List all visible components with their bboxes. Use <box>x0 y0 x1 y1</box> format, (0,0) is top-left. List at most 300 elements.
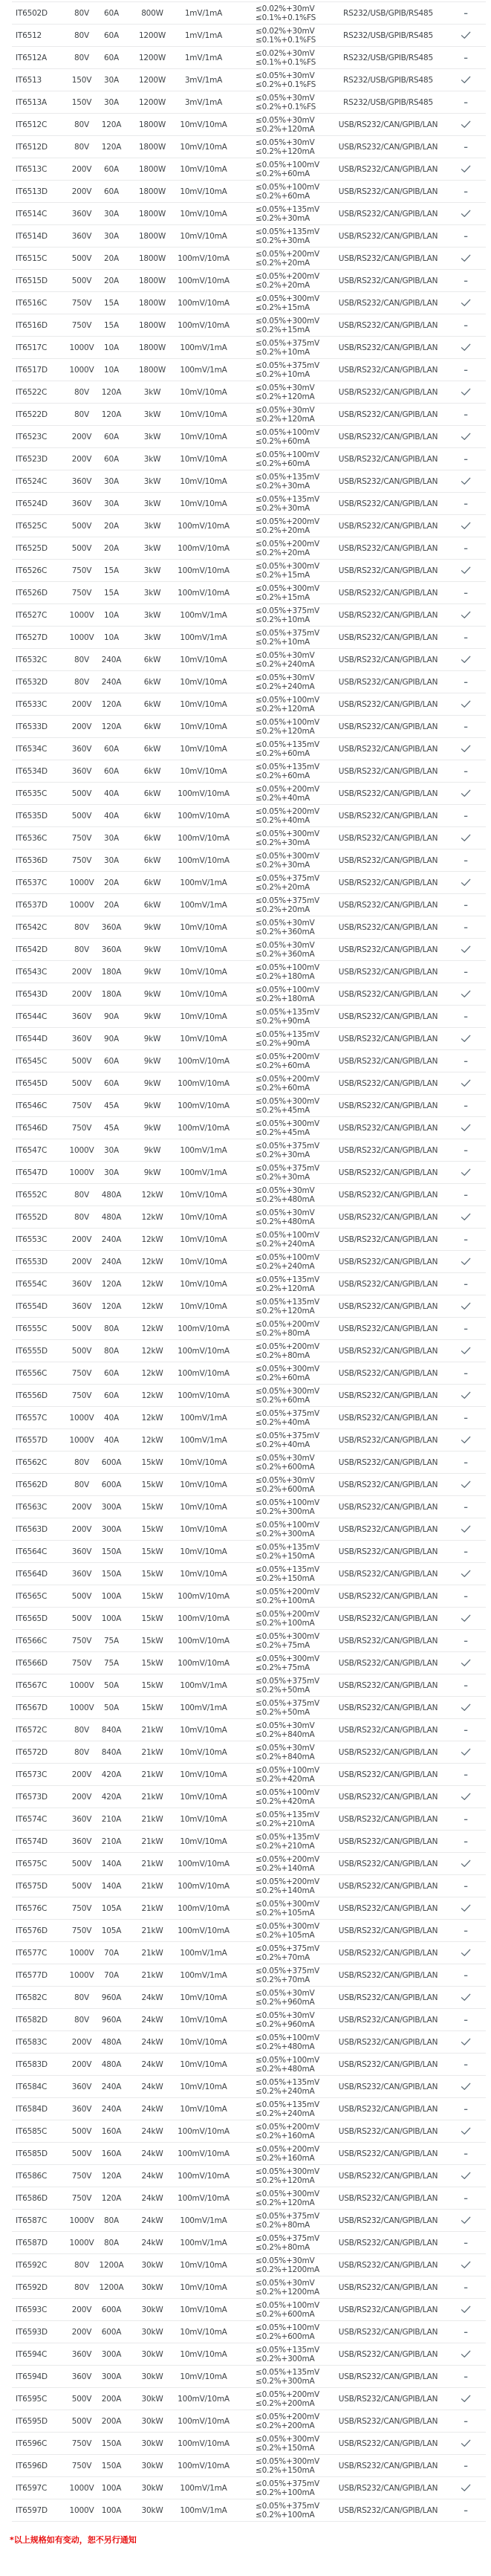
accuracy-voltage: ≤0.05%+300mV <box>256 1899 320 1909</box>
accuracy-cell <box>230 138 331 156</box>
interfaces-cell: USB/RS232/CAN/GPIB/LAN <box>338 2305 438 2314</box>
accuracy-cell <box>230 1632 331 1650</box>
current-cell: 420A <box>101 1792 122 1802</box>
model-cell: IT6573C <box>16 1770 48 1779</box>
accuracy-current: ≤0.2%+100mA <box>256 2488 315 2497</box>
model-cell: IT6577D <box>16 1970 48 1980</box>
current-cell: 240A <box>101 1234 122 1244</box>
power-cell: 21kW <box>141 1903 163 1913</box>
power-cell: 24kW <box>141 2059 163 2069</box>
current-cell: 60A <box>104 30 119 40</box>
check-icon <box>461 1748 471 1756</box>
power-cell: 15kW <box>141 1524 163 1534</box>
current-cell: 300A <box>101 1524 122 1534</box>
table-row <box>12 1831 486 1853</box>
table-row <box>12 1630 486 1652</box>
resolution-cell: 10mV/10mA <box>180 1234 227 1244</box>
accuracy-cell <box>230 2256 331 2274</box>
table-row <box>12 1697 486 1719</box>
accuracy-cell <box>230 651 331 669</box>
dash-icon: – <box>464 1413 468 1423</box>
model-cell: IT6524C <box>16 476 48 486</box>
accuracy-current: ≤0.2%+40mA <box>256 1440 310 1449</box>
model-cell: IT6573D <box>16 1792 48 1802</box>
accuracy-current: ≤0.2%+300mA <box>256 1529 315 1538</box>
mark-cell <box>446 633 486 642</box>
dash-icon: – <box>464 1145 468 1155</box>
accuracy-cell <box>230 763 331 780</box>
voltage-cell: 750V <box>71 588 92 598</box>
interfaces-cell: USB/RS232/CAN/GPIB/LAN <box>338 2193 438 2203</box>
interfaces-cell: USB/RS232/CAN/GPIB/LAN <box>338 231 438 241</box>
accuracy-cell <box>230 1744 331 1761</box>
interfaces-cell: USB/RS232/CAN/GPIB/LAN <box>338 1012 438 1021</box>
accuracy-voltage: ≤0.05%+100mV <box>256 1498 320 1507</box>
table-row <box>12 2477 486 2499</box>
mark-cell <box>446 1547 486 1556</box>
accuracy-cell <box>230 1298 331 1315</box>
power-cell: 21kW <box>141 1725 163 1735</box>
check-icon <box>461 1570 471 1578</box>
check-icon <box>461 210 471 218</box>
resolution-cell: 10mV/10mA <box>180 231 227 241</box>
power-cell: 3kW <box>143 432 161 441</box>
check-icon <box>461 343 471 352</box>
voltage-cell: 1000V <box>69 2483 94 2493</box>
accuracy-voltage: ≤0.05%+30mV <box>256 1453 315 1463</box>
resolution-cell: 100mV/10mA <box>178 2193 230 2203</box>
current-cell: 360A <box>101 922 122 932</box>
resolution-cell: 100mV/10mA <box>178 2439 230 2448</box>
table-row <box>12 1273 486 1295</box>
accuracy-voltage: ≤0.05%+200mV <box>256 1319 320 1329</box>
accuracy-cell <box>230 2435 331 2453</box>
resolution-cell: 100mV/10mA <box>178 1591 230 1601</box>
accuracy-current: ≤0.2%+180mA <box>256 994 315 1003</box>
power-cell: 6kW <box>143 833 161 843</box>
accuracy-cell <box>230 1052 331 1070</box>
current-cell: 15A <box>104 588 119 598</box>
accuracy-cell <box>230 2479 331 2497</box>
interfaces-cell: USB/RS232/CAN/GPIB/LAN <box>338 632 438 642</box>
resolution-cell: 100mV/10mA <box>178 1926 230 1935</box>
table-row <box>12 2410 486 2433</box>
accuracy-voltage: ≤0.05%+375mV <box>256 628 320 638</box>
resolution-cell: 10mV/10mA <box>180 499 227 508</box>
accuracy-voltage: ≤0.05%+200mV <box>256 2389 320 2399</box>
model-cell: IT6534C <box>16 744 48 754</box>
power-cell: 30kW <box>141 2439 163 2448</box>
current-cell: 960A <box>101 1993 122 2002</box>
accuracy-voltage: ≤0.05%+300mV <box>256 1096 320 1106</box>
model-cell: IT6514C <box>16 209 48 219</box>
accuracy-voltage: ≤0.02%+30mV <box>256 26 315 36</box>
table-row <box>12 2098 486 2120</box>
mark-cell <box>446 343 486 352</box>
accuracy-cell <box>230 1877 331 1895</box>
dash-icon: – <box>464 1324 468 1333</box>
interfaces-cell: USB/RS232/CAN/GPIB/LAN <box>338 1792 438 1802</box>
mark-cell <box>446 1659 486 1668</box>
voltage-cell: 200V <box>71 2327 92 2337</box>
accuracy-voltage: ≤0.05%+100mV <box>256 160 320 169</box>
current-cell: 40A <box>104 811 119 821</box>
accuracy-current: ≤0.2%+10mA <box>256 347 310 357</box>
current-cell: 60A <box>104 432 119 441</box>
resolution-cell: 10mV/10mA <box>180 1747 227 1757</box>
interfaces-cell: USB/RS232/CAN/GPIB/LAN <box>338 164 438 174</box>
accuracy-cell <box>230 2190 331 2207</box>
accuracy-cell <box>230 1320 331 1338</box>
accuracy-current: ≤0.2%+1200mA <box>256 2287 320 2297</box>
accuracy-current: ≤0.2%+600mA <box>256 2309 315 2319</box>
voltage-cell: 200V <box>71 2037 92 2047</box>
table-row <box>12 203 486 225</box>
accuracy-current: ≤0.1%+0.1%FS <box>256 13 316 22</box>
power-cell: 15kW <box>141 1502 163 1512</box>
voltage-cell: 80V <box>74 8 89 18</box>
accuracy-current: ≤0.2%+60mA <box>256 1083 310 1093</box>
power-cell: 21kW <box>141 1836 163 1846</box>
mark-cell <box>446 1592 486 1601</box>
power-cell: 21kW <box>141 1792 163 1802</box>
power-cell: 1800W <box>138 231 166 241</box>
accuracy-cell <box>230 963 331 981</box>
mark-cell <box>446 901 486 910</box>
dash-icon: – <box>464 1836 468 1846</box>
accuracy-current: ≤0.2%+10mA <box>256 369 310 379</box>
table-row <box>12 1496 486 1518</box>
resolution-cell: 10mV/10mA <box>180 1457 227 1467</box>
model-cell: IT6575D <box>16 1881 48 1891</box>
interfaces-cell: USB/RS232/CAN/GPIB/LAN <box>338 1658 438 1668</box>
interfaces-cell: USB/RS232/CAN/GPIB/LAN <box>338 744 438 754</box>
accuracy-voltage: ≤0.05%+375mV <box>256 1966 320 1975</box>
current-cell: 480A <box>101 1190 122 1200</box>
mark-cell <box>446 9 486 18</box>
voltage-cell: 500V <box>71 1859 92 1868</box>
mark-cell <box>446 477 486 486</box>
resolution-cell: 100mV/10mA <box>178 566 230 575</box>
model-cell: IT6575C <box>16 1859 48 1868</box>
accuracy-voltage: ≤0.05%+300mV <box>256 561 320 571</box>
interfaces-cell: USB/RS232/CAN/GPIB/LAN <box>338 1569 438 1579</box>
accuracy-cell <box>230 1588 331 1605</box>
mark-cell <box>446 1035 486 1043</box>
interfaces-cell: USB/RS232/CAN/GPIB/LAN <box>338 677 438 687</box>
voltage-cell: 360V <box>71 499 92 508</box>
mark-cell <box>446 1168 486 1177</box>
model-cell: IT6523D <box>16 454 48 464</box>
accuracy-voltage: ≤0.05%+30mV <box>256 940 315 950</box>
accuracy-current: ≤0.2%+120mA <box>256 726 315 736</box>
accuracy-current: ≤0.2%+840mA <box>256 1752 315 1761</box>
mark-cell <box>446 1614 486 1623</box>
accuracy-voltage: ≤0.05%+375mV <box>256 2479 320 2488</box>
resolution-cell: 100mV/10mA <box>178 811 230 821</box>
voltage-cell: 360V <box>71 1569 92 1579</box>
accuracy-cell <box>230 807 331 825</box>
current-cell: 45A <box>104 1123 119 1133</box>
voltage-cell: 750V <box>71 1123 92 1133</box>
current-cell: 20A <box>104 543 119 553</box>
voltage-cell: 200V <box>71 1257 92 1266</box>
current-cell: 60A <box>104 454 119 464</box>
voltage-cell: 500V <box>71 1614 92 1623</box>
accuracy-voltage: ≤0.05%+375mV <box>256 896 320 905</box>
dash-icon: – <box>464 142 468 152</box>
mark-cell <box>446 1369 486 1378</box>
accuracy-voltage: ≤0.05%+200mV <box>256 1854 320 1864</box>
model-cell: IT6524D <box>16 499 48 508</box>
resolution-cell: 100mV/10mA <box>178 320 230 330</box>
interfaces-cell: USB/RS232/CAN/GPIB/LAN <box>338 1391 438 1400</box>
model-cell: IT6547D <box>16 1168 48 1177</box>
voltage-cell: 500V <box>71 1591 92 1601</box>
table-row <box>12 939 486 961</box>
interfaces-cell: USB/RS232/CAN/GPIB/LAN <box>338 1145 438 1155</box>
mark-cell <box>446 1213 486 1222</box>
voltage-cell: 200V <box>71 454 92 464</box>
accuracy-cell <box>230 1610 331 1628</box>
accuracy-current: ≤0.2%+20mA <box>256 525 310 535</box>
power-cell: 9kW <box>143 1101 161 1110</box>
voltage-cell: 80V <box>74 1725 89 1735</box>
model-cell: IT6562D <box>16 1480 48 1489</box>
table-row <box>12 47 486 69</box>
accuracy-cell <box>230 1521 331 1538</box>
table-row <box>12 2187 486 2210</box>
table-row <box>12 961 486 983</box>
model-cell: IT6553D <box>16 1257 48 1266</box>
voltage-cell: 750V <box>71 833 92 843</box>
model-cell: IT6545C <box>16 1056 48 1066</box>
model-cell: IT6567C <box>16 1680 48 1690</box>
accuracy-current: ≤0.2%+150mA <box>256 1573 315 1583</box>
accuracy-current: ≤0.2%+15mA <box>256 302 310 312</box>
model-cell: IT6526D <box>16 588 48 598</box>
model-cell: IT6566D <box>16 1658 48 1668</box>
mark-cell <box>446 143 486 152</box>
model-cell: IT6594C <box>16 2349 48 2359</box>
accuracy-current: ≤0.2%+210mA <box>256 1819 315 1828</box>
voltage-cell: 80V <box>74 2282 89 2292</box>
table-row <box>12 649 486 671</box>
table-row <box>12 1541 486 1563</box>
accuracy-voltage: ≤0.05%+300mV <box>256 2189 320 2198</box>
mark-cell <box>446 678 486 687</box>
resolution-cell: 10mV/10mA <box>180 2282 227 2292</box>
resolution-cell: 100mV/10mA <box>178 1636 230 1645</box>
accuracy-voltage: ≤0.05%+30mV <box>256 2256 315 2265</box>
table-row <box>12 2076 486 2098</box>
accuracy-voltage: ≤0.05%+200mV <box>256 2144 320 2154</box>
current-cell: 40A <box>104 1413 119 1423</box>
dash-icon: – <box>464 2372 468 2381</box>
accuracy-current: ≤0.2%+0.1%FS <box>256 80 316 89</box>
dash-icon: – <box>464 231 468 241</box>
voltage-cell: 750V <box>71 1101 92 1110</box>
mark-cell <box>446 566 486 575</box>
resolution-cell: 100mV/1mA <box>180 1703 227 1712</box>
accuracy-cell <box>230 1833 331 1851</box>
table-row <box>12 426 486 448</box>
mark-cell <box>446 276 486 285</box>
check-icon <box>461 611 471 619</box>
power-cell: 24kW <box>141 2149 163 2158</box>
voltage-cell: 80V <box>74 1993 89 2002</box>
accuracy-voltage: ≤0.05%+30mV <box>256 1743 315 1753</box>
check-icon <box>461 1860 471 1868</box>
table-row <box>12 25 486 47</box>
power-cell: 1800W <box>138 298 166 308</box>
power-cell: 3kW <box>143 476 161 486</box>
check-icon <box>461 1079 471 1087</box>
interfaces-cell: USB/RS232/CAN/GPIB/LAN <box>338 387 438 397</box>
accuracy-cell <box>230 562 331 580</box>
interfaces-cell: USB/RS232/CAN/GPIB/LAN <box>338 2126 438 2136</box>
check-icon <box>461 2172 471 2180</box>
accuracy-current: ≤0.2%+120mA <box>256 146 315 156</box>
dash-icon: – <box>464 632 468 642</box>
accuracy-cell <box>230 2234 331 2252</box>
power-cell: 3kW <box>143 543 161 553</box>
voltage-cell: 360V <box>71 2372 92 2381</box>
accuracy-voltage: ≤0.05%+300mV <box>256 1386 320 1396</box>
model-cell: IT6514D <box>16 231 48 241</box>
mark-cell <box>446 1302 486 1311</box>
resolution-cell: 100mV/1mA <box>180 900 227 910</box>
interfaces-cell: USB/RS232/CAN/GPIB/LAN <box>338 922 438 932</box>
model-cell: IT6544C <box>16 1012 48 1021</box>
accuracy-current: ≤0.2%+105mA <box>256 1930 315 1940</box>
accuracy-current: ≤0.2%+40mA <box>256 1417 310 1427</box>
resolution-cell: 10mV/10mA <box>180 722 227 731</box>
model-cell: IT6516D <box>16 320 48 330</box>
accuracy-cell <box>230 785 331 803</box>
resolution-cell: 100mV/10mA <box>178 1391 230 1400</box>
accuracy-voltage: ≤0.05%+300mV <box>256 1119 320 1128</box>
dash-icon: – <box>464 2282 468 2292</box>
accuracy-current: ≤0.2%+60mA <box>256 1373 310 1382</box>
resolution-cell: 10mV/10mA <box>180 967 227 977</box>
resolution-cell: 10mV/10mA <box>180 1770 227 1779</box>
model-cell: IT6574C <box>16 1814 48 1824</box>
power-cell: 6kW <box>143 744 161 754</box>
power-cell: 24kW <box>141 1993 163 2002</box>
accuracy-voltage: ≤0.05%+30mV <box>256 1208 315 1217</box>
accuracy-voltage: ≤0.05%+100mV <box>256 1765 320 1775</box>
accuracy-voltage: ≤0.05%+200mV <box>256 1052 320 1061</box>
accuracy-current: ≤0.2%+20mA <box>256 904 310 914</box>
accuracy-voltage: ≤0.05%+100mV <box>256 1230 320 1240</box>
voltage-cell: 750V <box>71 1636 92 1645</box>
resolution-cell: 10mV/10mA <box>180 2082 227 2091</box>
accuracy-cell <box>230 673 331 691</box>
accuracy-cell <box>230 584 331 602</box>
power-cell: 9kW <box>143 1056 161 1066</box>
current-cell: 150A <box>101 1569 122 1579</box>
resolution-cell: 10mV/10mA <box>180 1569 227 1579</box>
interfaces-cell: USB/RS232/CAN/GPIB/LAN <box>338 1301 438 1311</box>
model-cell: IT6584C <box>16 2082 48 2091</box>
accuracy-voltage: ≤0.05%+100mV <box>256 2323 320 2332</box>
model-cell: IT6515D <box>16 276 48 285</box>
power-cell: 24kW <box>141 2238 163 2247</box>
resolution-cell: 100mV/10mA <box>178 2394 230 2404</box>
accuracy-cell <box>230 1454 331 1472</box>
accuracy-voltage: ≤0.05%+135mV <box>256 494 320 504</box>
dash-icon: – <box>464 365 468 375</box>
accuracy-voltage: ≤0.05%+135mV <box>256 1275 320 1284</box>
resolution-cell: 10mV/10mA <box>180 2015 227 2025</box>
accuracy-cell <box>230 1677 331 1695</box>
power-cell: 3kW <box>143 410 161 419</box>
interfaces-cell: USB/RS232/CAN/GPIB/LAN <box>338 2082 438 2091</box>
accuracy-cell <box>230 384 331 401</box>
current-cell: 70A <box>104 1970 119 1980</box>
table-row <box>12 2120 486 2143</box>
accuracy-voltage: ≤0.05%+30mV <box>256 405 315 415</box>
voltage-cell: 500V <box>71 1881 92 1891</box>
check-icon <box>461 945 471 954</box>
dash-icon: – <box>464 1457 468 1467</box>
accuracy-voltage: ≤0.05%+375mV <box>256 1944 320 1953</box>
resolution-cell: 10mV/10mA <box>180 1190 227 1200</box>
voltage-cell: 500V <box>71 789 92 798</box>
interfaces-cell: USB/RS232/CAN/GPIB/LAN <box>338 566 438 575</box>
voltage-cell: 1000V <box>69 1435 94 1445</box>
interfaces-cell: USB/RS232/CAN/GPIB/LAN <box>338 2059 438 2069</box>
table-row <box>12 2254 486 2276</box>
resolution-cell: 10mV/10mA <box>180 187 227 196</box>
power-cell: 9kW <box>143 989 161 999</box>
accuracy-current: ≤0.2%+480mA <box>256 1194 315 1204</box>
check-icon <box>461 76 471 84</box>
dash-icon: – <box>464 2327 468 2337</box>
accuracy-voltage: ≤0.05%+135mV <box>256 2077 320 2087</box>
voltage-cell: 80V <box>74 410 89 419</box>
accuracy-voltage: ≤0.02%+30mV <box>256 4 315 13</box>
mark-cell <box>446 499 486 508</box>
interfaces-cell: USB/RS232/CAN/GPIB/LAN <box>338 1703 438 1712</box>
accuracy-voltage: ≤0.05%+375mV <box>256 1163 320 1173</box>
voltage-cell: 1000V <box>69 1168 94 1177</box>
voltage-cell: 360V <box>71 2349 92 2359</box>
power-cell: 24kW <box>141 2126 163 2136</box>
accuracy-cell <box>230 294 331 312</box>
table-row <box>12 1407 486 1429</box>
model-cell: IT6585C <box>16 2126 48 2136</box>
mark-cell <box>446 611 486 620</box>
current-cell: 240A <box>101 2104 122 2114</box>
mark-cell <box>446 76 486 85</box>
check-icon <box>461 566 471 575</box>
model-cell: IT6527C <box>16 610 48 620</box>
power-cell: 6kW <box>143 878 161 887</box>
mark-cell <box>446 2105 486 2114</box>
model-cell: IT6565D <box>16 1614 48 1623</box>
current-cell: 10A <box>104 610 119 620</box>
model-cell: IT6576D <box>16 1926 48 1935</box>
model-cell: IT6584D <box>16 2104 48 2114</box>
accuracy-cell <box>230 1365 331 1382</box>
model-cell: IT6522D <box>16 410 48 419</box>
voltage-cell: 1000V <box>69 2505 94 2515</box>
accuracy-cell <box>230 1409 331 1427</box>
current-cell: 75A <box>104 1636 119 1645</box>
power-cell: 3kW <box>143 387 161 397</box>
